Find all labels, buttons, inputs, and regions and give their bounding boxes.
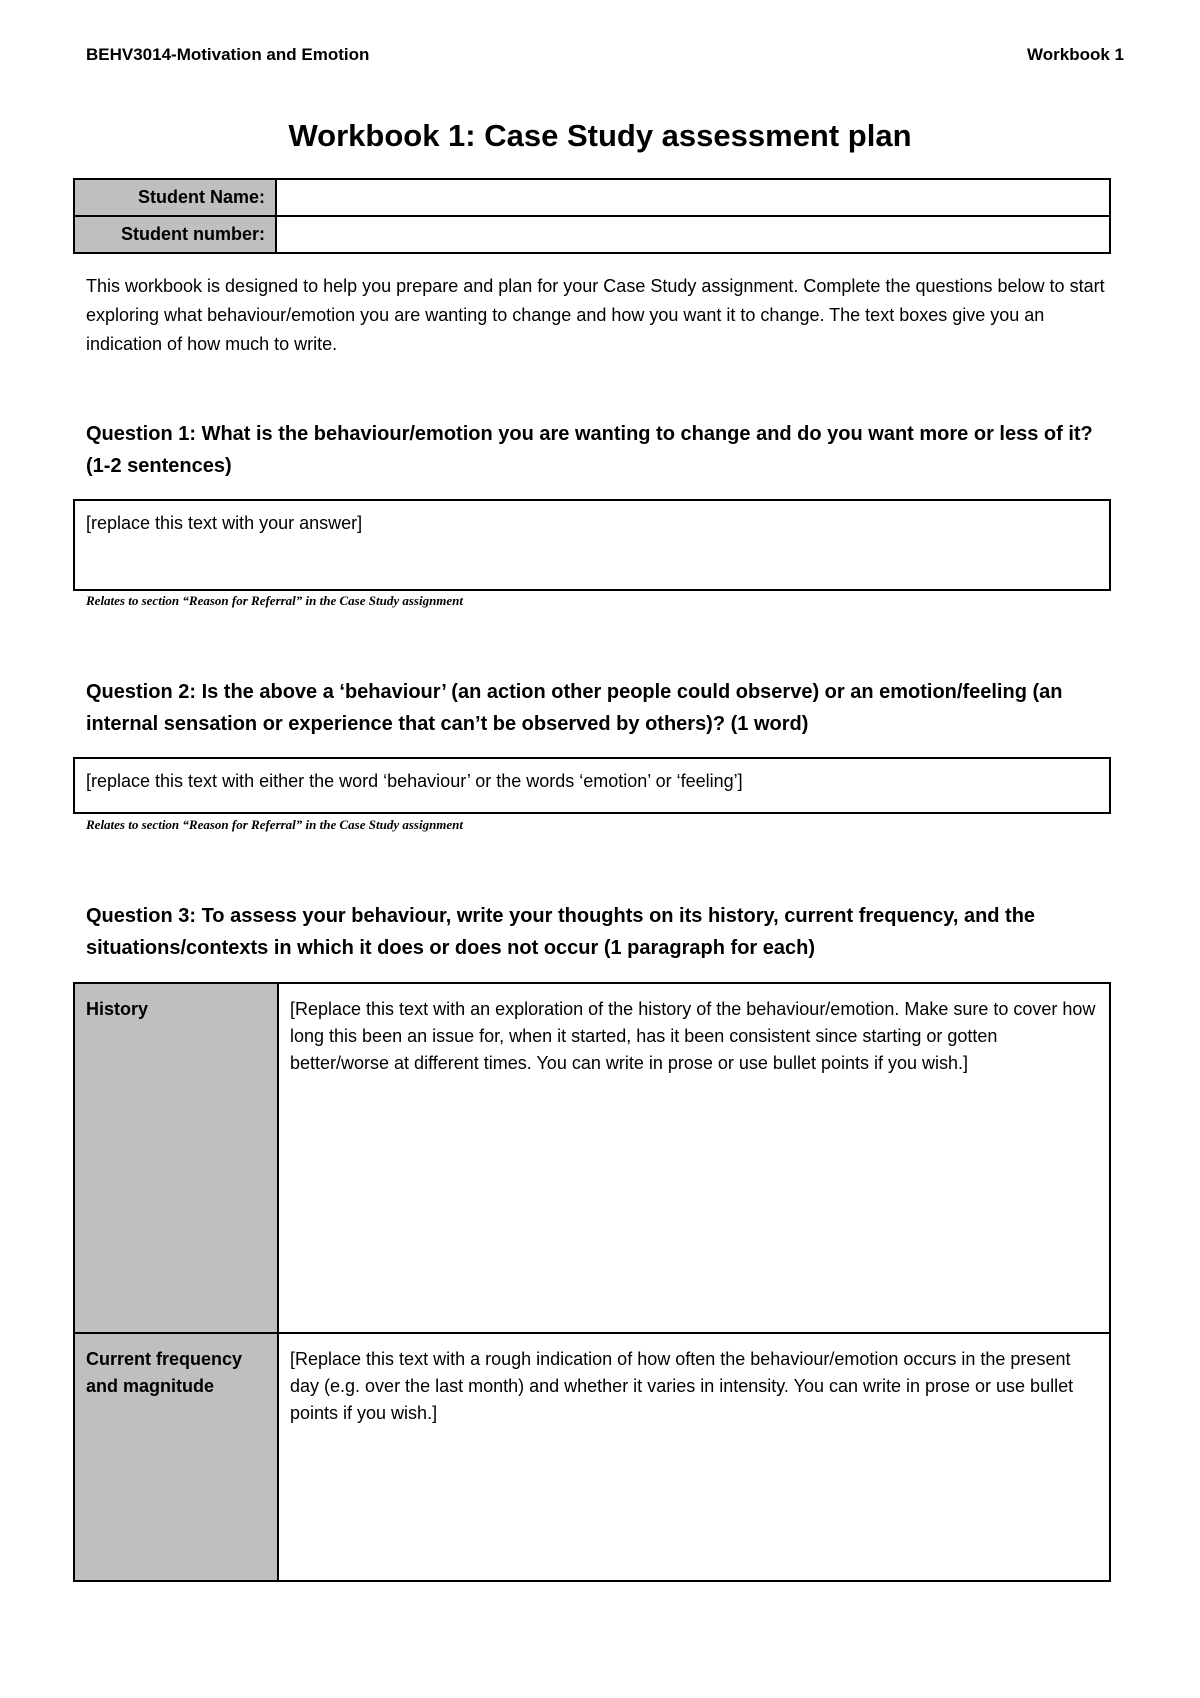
student-name-field[interactable] xyxy=(276,179,1110,216)
student-number-field[interactable] xyxy=(276,216,1110,253)
student-number-label: Student number: xyxy=(74,216,276,253)
current-frequency-row xyxy=(74,1333,1110,1581)
history-label: History xyxy=(74,983,278,1333)
question-1-answer-box[interactable]: [replace this text with your answer] xyxy=(73,499,1111,591)
student-name-label: Student Name: xyxy=(74,179,276,216)
page-title: Workbook 1: Case Study assessment plan xyxy=(288,118,912,153)
question-3: Question 3: To assess your behaviour, write your thoughts on its history, current frequency, and the situations/contexts in which it does or does not occur (1 paragraph for each) xyxy=(86,905,1036,959)
question-1: Question 1: What is the behaviour/emotion you are wanting to change and do you want more or less of it? (1-2 sentences) xyxy=(86,423,1093,477)
student-number-row xyxy=(74,216,1110,253)
current-frequency-answer-cell[interactable]: [Replace this text with a rough indication of how often the behaviour/emotion occurs in the present day (e.g. over the last month) and whether it varies in intensity. You can write in prose or use bullet points if you wish.] xyxy=(278,1333,1110,1581)
intro-paragraph: This workbook is designed to help you prepare and plan for your Case Study assignment. Complete the questions below to start exploring what behaviour/emotion you are wanting to change and how you want it to change. The text boxes give you an indication of how much to write. xyxy=(86,276,1105,354)
history-row xyxy=(74,983,1110,1333)
question-2: Question 2: Is the above a ‘behaviour’ (an action other people could observe) or an emotion/feeling (an internal sensation or experience that can’t be observed by others)? (1 word) xyxy=(86,681,1063,735)
question-1-note: Relates to section “Reason for Referral” in the Case Study assignment xyxy=(86,593,464,608)
student-info-table xyxy=(73,178,1111,254)
question-2-note: Relates to section “Reason for Referral” in the Case Study assignment xyxy=(86,817,464,832)
student-name-row xyxy=(74,179,1110,216)
current-frequency-label: Current frequency and magnitude xyxy=(74,1333,278,1581)
workbook-header: Workbook 1 xyxy=(1027,45,1124,64)
question-2-answer-box[interactable]: [replace this text with either the word ‘behaviour’ or the words ‘emotion’ or ‘feeling’] xyxy=(73,757,1111,814)
course-header: BEHV3014-Motivation and Emotion xyxy=(86,45,370,64)
question-3-table xyxy=(73,982,1111,1582)
history-answer-cell[interactable]: [Replace this text with an exploration of the history of the behaviour/emotion. Make sure to cover how long this been an issue for, when it started, has it been consistent since starting or gotten better/worse at different times. You can write in prose or use bullet points if you wish.] xyxy=(278,983,1110,1333)
